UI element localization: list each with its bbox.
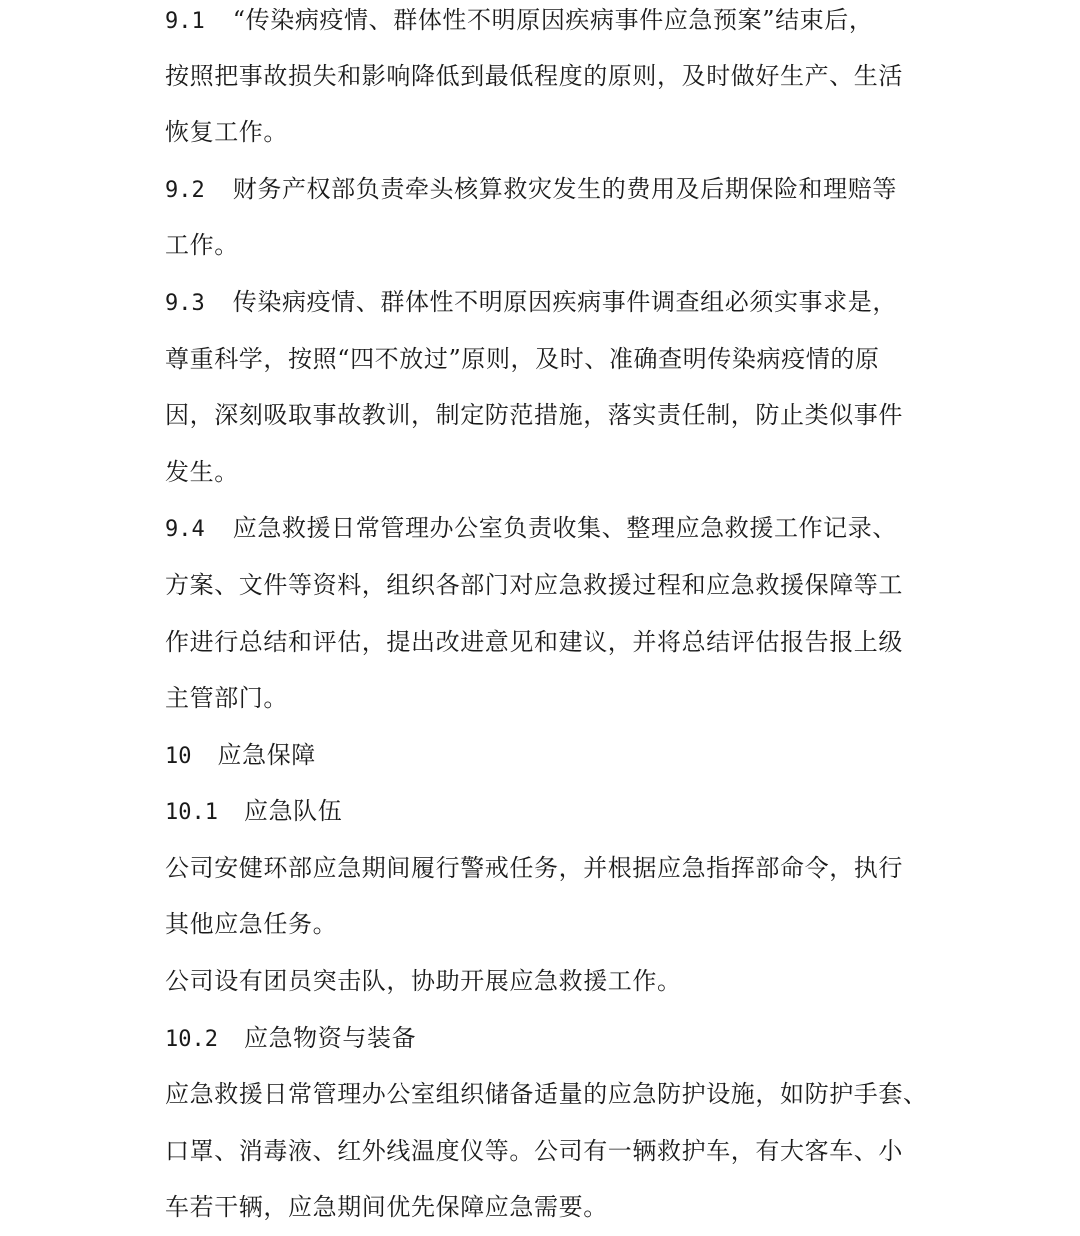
section-9-3-line-3: 因，深刻吸取事故教训，制定防范措施，落实责任制，防止类似事件: [165, 401, 903, 429]
section-number: 10.2: [165, 1027, 218, 1052]
section-title: 应急物资与装备: [243, 1024, 417, 1052]
section-9-4-line-3: 作进行总结和评估，提出改进意见和建议，并将总结评估报告报上级: [165, 628, 903, 656]
section-10-2-line-2: 口罩、消毒液、红外线温度仪等。公司有一辆救护车，有大客车、小: [165, 1137, 903, 1165]
section-number: 9.2: [165, 178, 205, 203]
section-number: 9.1: [165, 9, 205, 34]
section-number: 10.1: [165, 800, 218, 825]
section-9-1-line-2: 按照把事故损失和影响降低到最低程度的原则，及时做好生产、生活: [165, 62, 903, 90]
paragraph-text: 传染病疫情、群体性不明原因疾病事件调查组必须实事求是，: [232, 288, 897, 316]
section-10-2-line-3: 车若干辆，应急期间优先保障应急需要。: [165, 1193, 608, 1221]
section-title: 应急队伍: [243, 797, 343, 825]
section-number: 9.3: [165, 291, 205, 316]
section-9-4-line-2: 方案、文件等资料，组织各部门对应急救援过程和应急救援保障等工: [165, 571, 903, 599]
section-number: 9.4: [165, 517, 205, 542]
section-9-3-line-4: 发生。: [165, 458, 239, 486]
section-9-2-line-1: [165, 172, 897, 206]
section-title: 应急保障: [217, 741, 316, 769]
section-9-4-line-4: 主管部门。: [165, 684, 288, 712]
paragraph-text: 财务产权部负责牵头核算救灾发生的费用及后期保险和理赔等: [232, 175, 897, 203]
section-10-heading: [165, 738, 316, 772]
section-10-1-line-2: 其他应急任务。: [165, 910, 338, 938]
section-9-2-line-2: 工作。: [165, 231, 239, 259]
section-9-3-line-1: [165, 285, 897, 319]
paragraph-text: “传染病疫情、群体性不明原因疾病事件应急预案”结束后，: [232, 6, 874, 34]
section-9-3-line-2: 尊重科学，按照“四不放过”原则，及时、准确查明传染病疫情的原: [165, 345, 880, 373]
section-9-4-line-1: [165, 511, 897, 545]
section-9-1-line-3: 恢复工作。: [165, 118, 288, 146]
section-10-1-line-3: 公司设有团员突击队，协助开展应急救援工作。: [165, 967, 682, 995]
section-number: 10: [165, 744, 192, 769]
section-10-1-line-1: 公司安健环部应急期间履行警戒任务，并根据应急指挥部命令，执行: [165, 854, 903, 882]
section-10-2-heading: [165, 1021, 416, 1055]
section-10-2-line-1: 应急救援日常管理办公室组织储备适量的应急防护设施，如防护手套、: [165, 1080, 928, 1108]
section-9-1-line-1: [165, 3, 874, 37]
paragraph-text: 应急救援日常管理办公室负责收集、整理应急救援工作记录、: [232, 514, 897, 542]
section-10-1-heading: [165, 794, 342, 828]
